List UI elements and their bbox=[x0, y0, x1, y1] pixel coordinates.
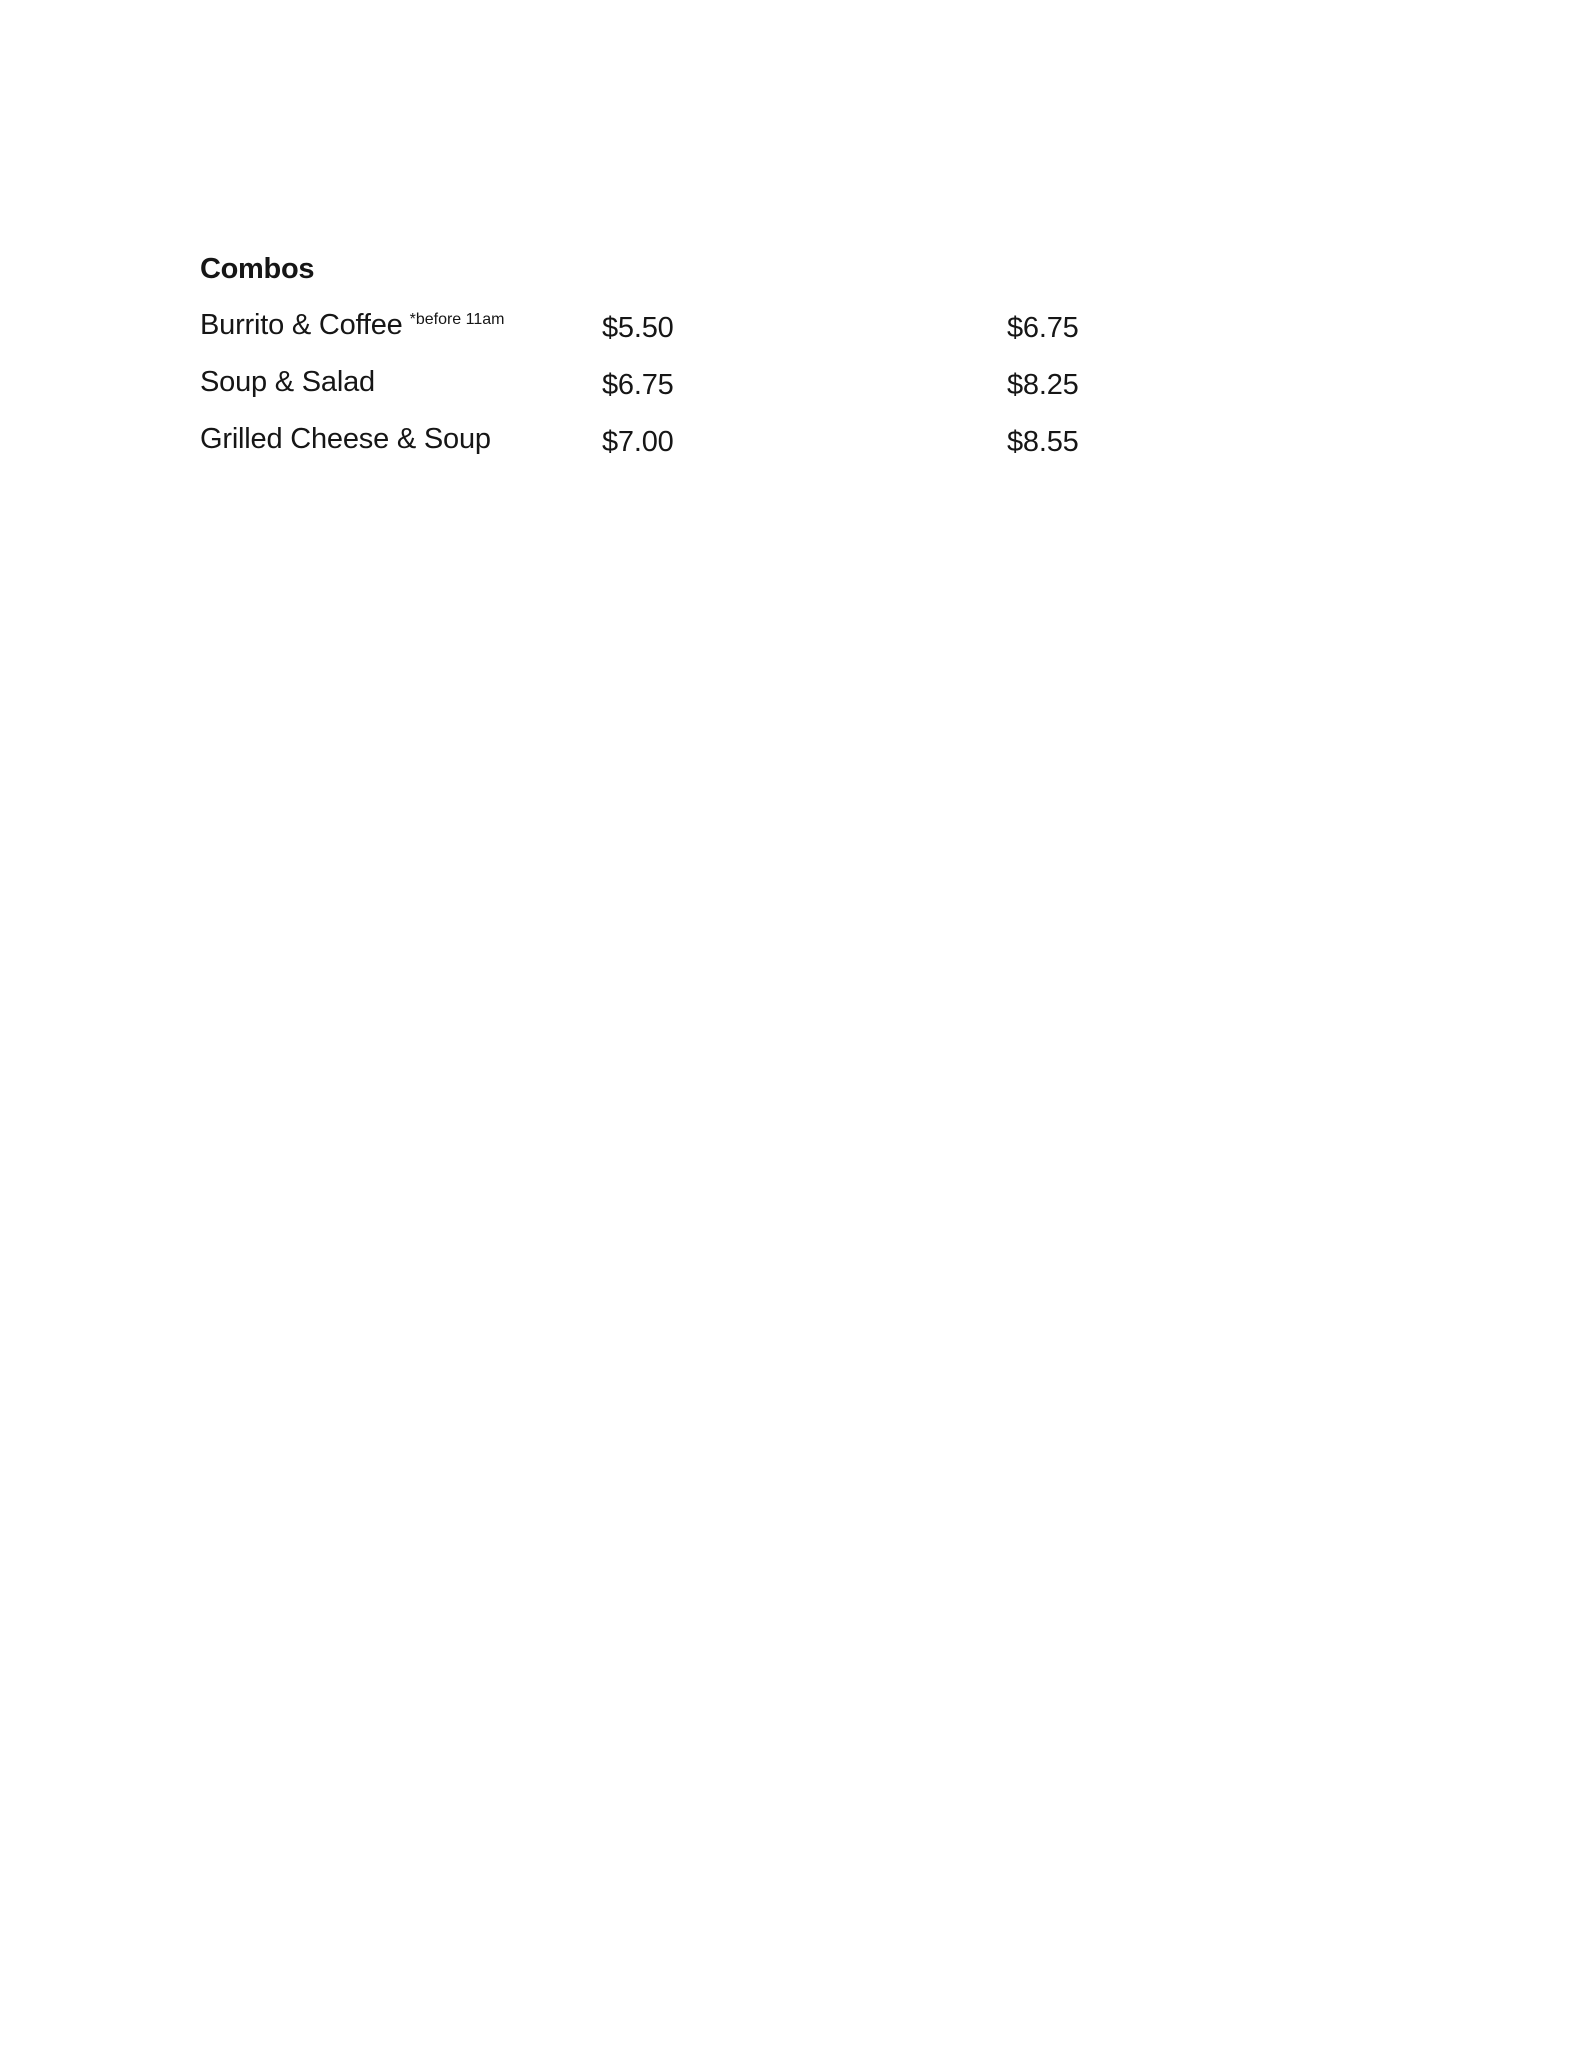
item-price-small: $6.75 bbox=[602, 369, 674, 401]
item-name bbox=[200, 365, 375, 400]
section-title-combos: Combos bbox=[200, 253, 315, 285]
menu-row bbox=[200, 308, 1380, 350]
item-name bbox=[200, 308, 504, 343]
item-price-small: $7.00 bbox=[602, 426, 674, 458]
item-name-text: Burrito & Coffee bbox=[200, 309, 403, 341]
item-name-text: Soup & Salad bbox=[200, 366, 375, 398]
item-price-small: $5.50 bbox=[602, 312, 674, 344]
item-price-large: $8.55 bbox=[1007, 426, 1079, 458]
item-name bbox=[200, 422, 491, 457]
menu-row bbox=[200, 365, 1380, 407]
menu-row bbox=[200, 422, 1380, 464]
item-note: *before 11am bbox=[409, 311, 505, 328]
item-price-large: $8.25 bbox=[1007, 369, 1079, 401]
item-name-text: Grilled Cheese & Soup bbox=[200, 423, 491, 455]
item-price-large: $6.75 bbox=[1007, 312, 1079, 344]
